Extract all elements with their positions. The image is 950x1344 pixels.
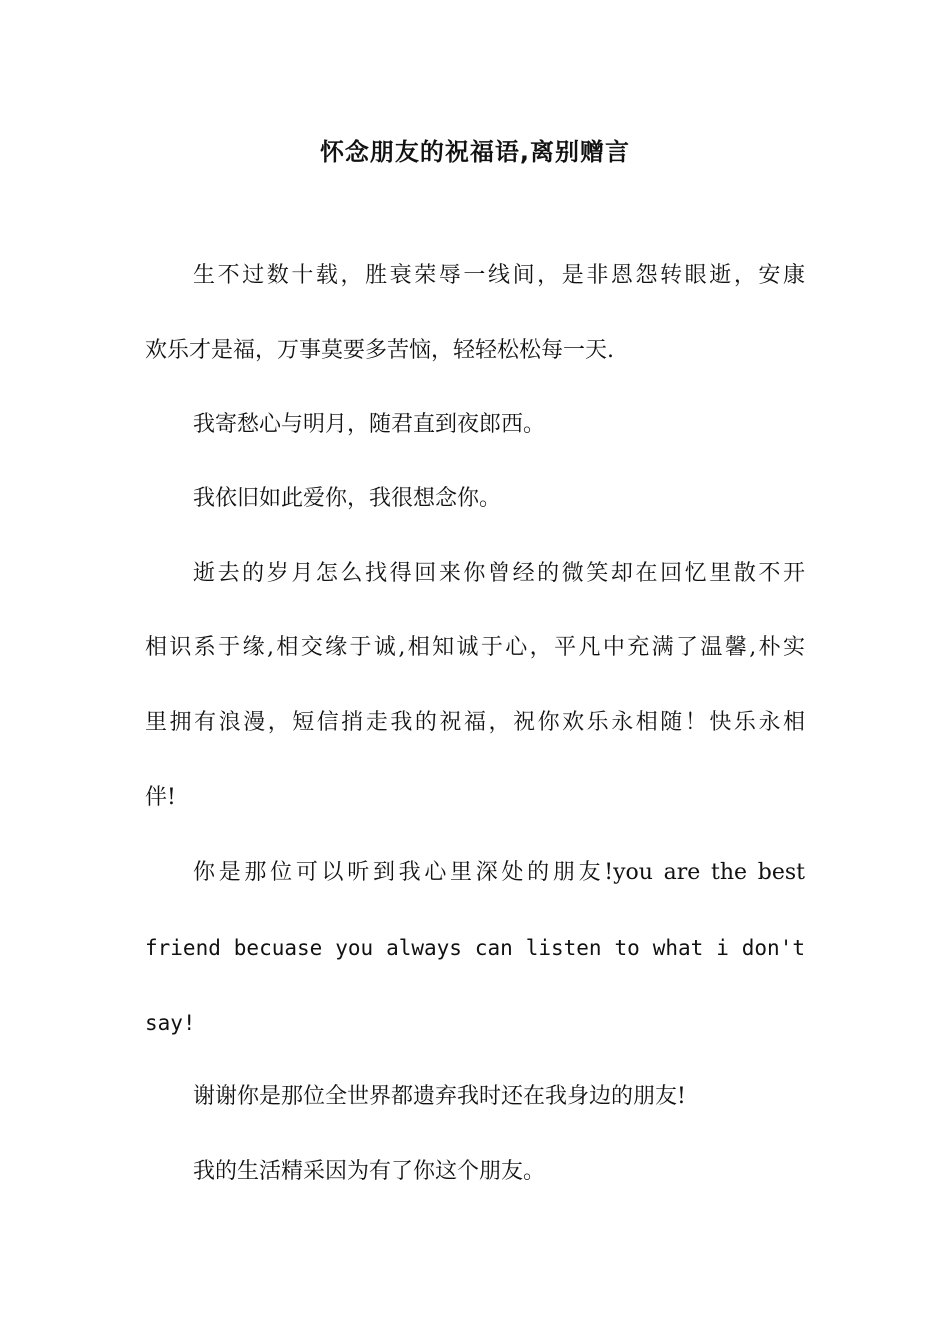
paragraph-line: 我依旧如此爱你，我很想念你。 xyxy=(193,486,502,511)
paragraph-line: 逝去的岁月怎么找得回来你曾经的微笑却在回忆里散不开 xyxy=(193,561,805,586)
paragraph-line: friend becuase you always can listen to what i don't xyxy=(145,936,805,960)
paragraph-line: 欢乐才是福，万事莫要多苦恼，轻轻松松每一天. xyxy=(145,338,614,363)
page-title: 怀念朋友的祝福语,离别赠言 xyxy=(319,138,631,166)
paragraph-line: 生不过数十载，胜衰荣辱一线间，是非恩怨转眼逝，安康 xyxy=(193,263,805,288)
paragraph-line: 谢谢你是那位全世界都遗弃我时还在我身边的朋友! xyxy=(193,1084,686,1109)
paragraph-line: 我的生活精采因为有了你这个朋友。 xyxy=(193,1159,546,1184)
paragraph-line: 相识系于缘,相交缘于诚,相知诚于心，平凡中充满了温馨,朴实 xyxy=(145,635,805,660)
paragraph-line: 伴! xyxy=(145,785,176,810)
paragraph-line: say! xyxy=(145,1011,196,1035)
paragraph-line: 你是那位可以听到我心里深处的朋友!you are the best xyxy=(193,860,805,885)
paragraph-line: 我寄愁心与明月，随君直到夜郎西。 xyxy=(193,412,546,437)
paragraph-line: 里拥有浪漫，短信捎走我的祝福，祝你欢乐永相随！快乐永相 xyxy=(145,710,805,735)
